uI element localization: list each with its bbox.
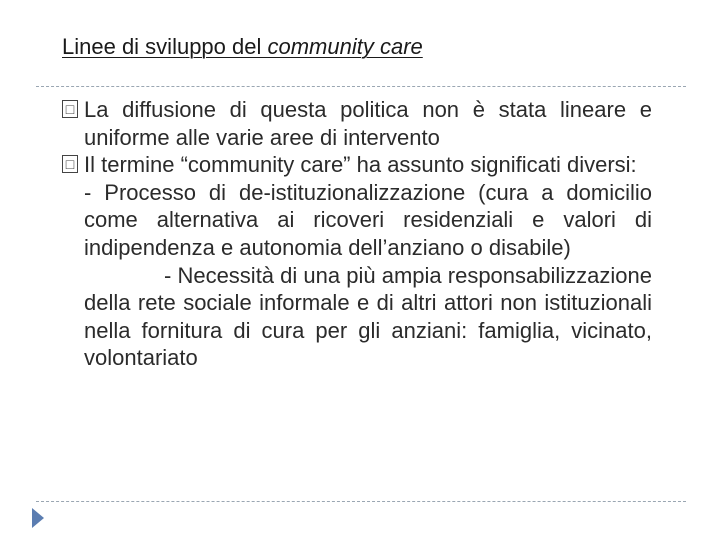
- title-emphasis: community care: [267, 34, 423, 59]
- slide-body: [62, 96, 652, 372]
- bullet-box-icon: □: [62, 100, 78, 118]
- sub-point-text: - Necessità di una più ampia responsabilizzazione della rete sociale informale e di altri attori non istituzionali nella fornitura di cura per gli anziani: famiglia, vicinato, volontariato: [84, 262, 652, 371]
- bullet-paragraph-2: [62, 151, 652, 179]
- title-text: Linee di sviluppo del: [62, 34, 268, 59]
- bullet-paragraph-1: [62, 96, 652, 151]
- triangle-right-icon[interactable]: [30, 506, 46, 530]
- sub-point-1: [62, 179, 652, 262]
- paragraph-text: La diffusione di questa politica non è stata lineare e uniforme alle varie aree di intervento: [84, 97, 652, 150]
- sub-point-text: - Processo di de-istituzionalizzazione (cura a domicilio come alternativa ai ricoveri residenziali e valori di indipendenza e autonomia dell’anziano o disabile): [84, 179, 652, 260]
- sub-point-2: [62, 262, 652, 372]
- paragraph-text: Il termine “community care” ha assunto significati diversi:: [84, 152, 637, 178]
- top-divider: [36, 86, 686, 87]
- slide-title: [62, 34, 423, 60]
- bottom-divider: [36, 501, 686, 502]
- bullet-box-icon: □: [62, 155, 78, 173]
